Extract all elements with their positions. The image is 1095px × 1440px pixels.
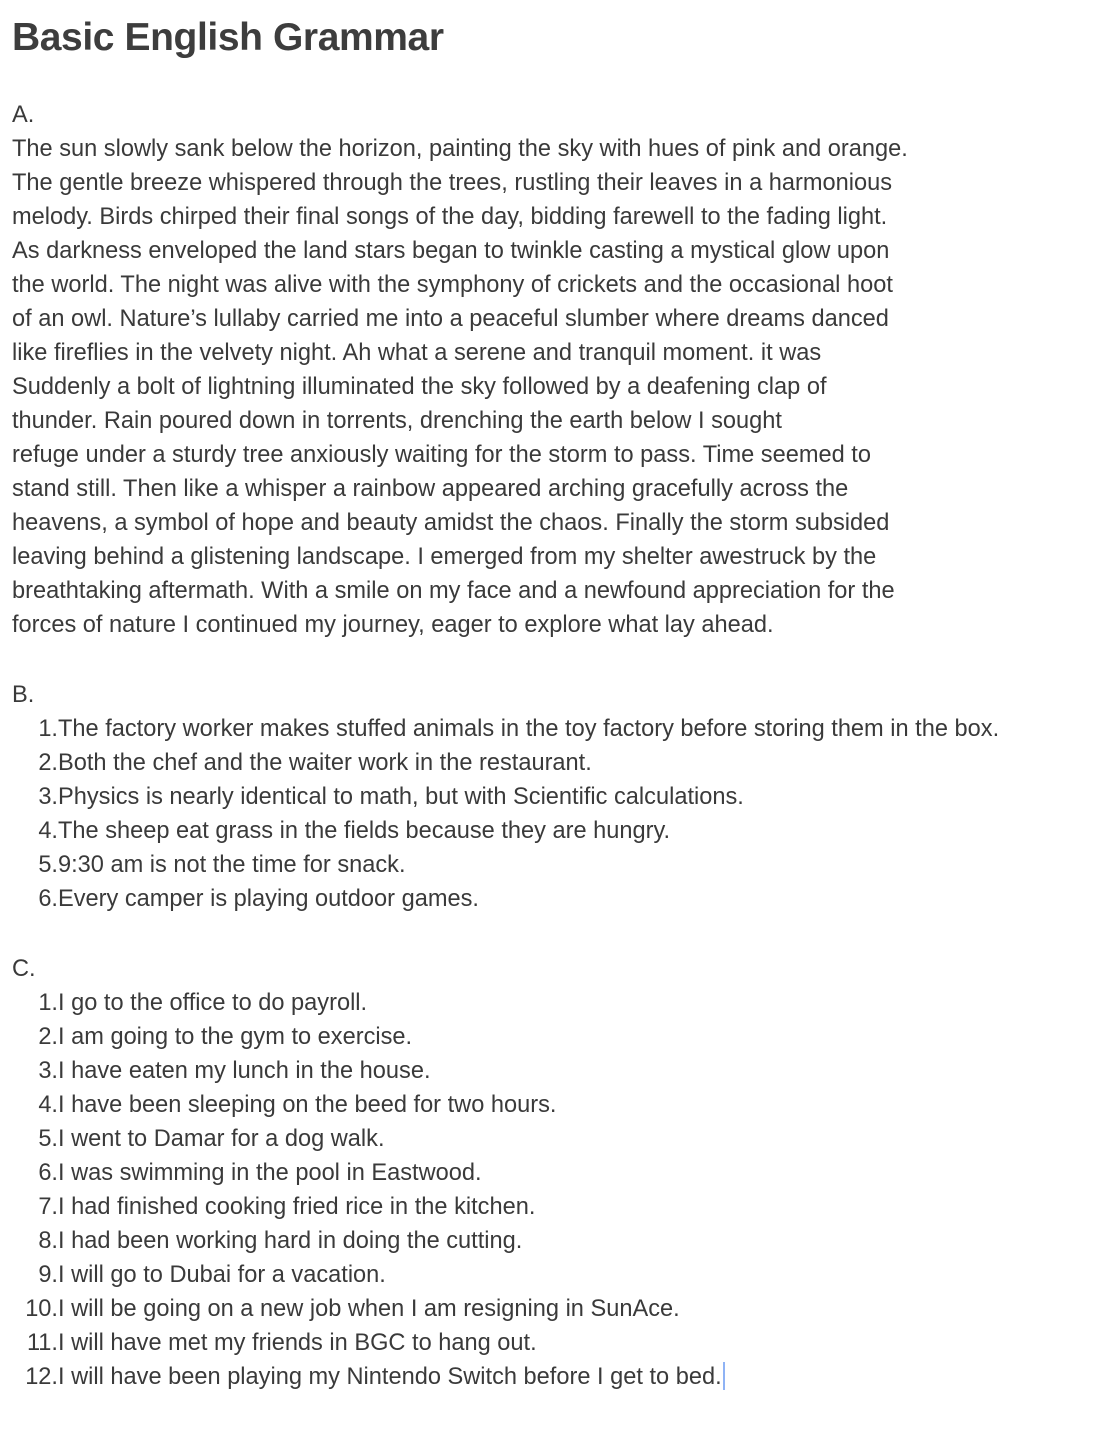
list-item-number: 1. <box>38 716 58 742</box>
list-item-text: I had finished cooking fried rice in the kitchen. <box>58 1194 536 1220</box>
document-page[interactable] <box>12 0 1087 1394</box>
list-item-text: 9:30 am is not the time for snack. <box>58 852 406 878</box>
list-item-text: Every camper is playing outdoor games. <box>58 886 479 912</box>
list-item[interactable] <box>12 1122 1087 1156</box>
list-item-number: 6. <box>38 886 58 912</box>
list-item[interactable] <box>12 1156 1087 1190</box>
list-item-text: I will go to Dubai for a vacation. <box>58 1262 386 1288</box>
paragraph-line: The gentle breeze whispered through the trees, rustling their leaves in a harmonious <box>12 170 893 196</box>
text-caret <box>723 1362 725 1390</box>
list-item[interactable] <box>12 1088 1087 1122</box>
list-item-text: I had been working hard in doing the cutting. <box>58 1228 523 1254</box>
list-item-text: I will be going on a new job when I am resigning in SunAce. <box>58 1296 680 1322</box>
paragraph-line: stand still. Then like a whisper a rainbow appeared arching gracefully across the <box>12 476 849 502</box>
list-item-number: 7. <box>38 1194 58 1220</box>
list-item-number: 8. <box>38 1228 58 1254</box>
list-item-text: I will have met my friends in BGC to hang out. <box>58 1330 537 1356</box>
paragraph-line: thunder. Rain poured down in torrents, drenching the earth below I sought <box>12 408 782 434</box>
list-item-number: 5. <box>38 852 58 878</box>
blank-line <box>12 62 1087 96</box>
list-item-text: I was swimming in the pool in Eastwood. <box>58 1160 482 1186</box>
list-item[interactable] <box>12 986 1087 1020</box>
list-item[interactable] <box>12 1360 1087 1394</box>
section-a-paragraph[interactable] <box>12 132 1087 642</box>
paragraph-line: like fireflies in the velvety night. Ah what a serene and tranquil moment. it was <box>12 340 822 366</box>
list-item-text: I go to the office to do payroll. <box>58 990 368 1016</box>
list-item[interactable] <box>12 1054 1087 1088</box>
paragraph-line: the world. The night was alive with the symphony of crickets and the occasional hoot <box>12 272 893 298</box>
section-b-list[interactable] <box>12 712 1087 916</box>
paragraph-line: As darkness enveloped the land stars began to twinkle casting a mystical glow upon <box>12 238 890 264</box>
list-item-number: 12. <box>25 1364 58 1390</box>
list-item-number: 2. <box>38 750 58 776</box>
document-body[interactable] <box>12 62 1087 1394</box>
blank-line <box>12 642 1087 676</box>
section-c-label[interactable]: C. <box>12 956 36 982</box>
list-item-text: I have eaten my lunch in the house. <box>58 1058 431 1084</box>
list-item[interactable] <box>12 882 1087 916</box>
list-item-text: Both the chef and the waiter work in the restaurant. <box>58 750 592 776</box>
list-item[interactable] <box>12 1258 1087 1292</box>
blank-line <box>12 916 1087 950</box>
list-item-text: I will have been playing my Nintendo Switch before I get to bed. <box>58 1364 722 1390</box>
list-item-number: 4. <box>38 1092 58 1118</box>
paragraph-line: melody. Birds chirped their final songs of the day, bidding farewell to the fading light. <box>12 204 888 230</box>
list-item[interactable] <box>12 1190 1087 1224</box>
list-item[interactable] <box>12 1326 1087 1360</box>
paragraph-line: refuge under a sturdy tree anxiously waiting for the storm to pass. Time seemed to <box>12 442 871 468</box>
section-a-label[interactable]: A. <box>12 102 35 128</box>
paragraph-line: heavens, a symbol of hope and beauty amidst the chaos. Finally the storm subsided <box>12 510 890 536</box>
list-item[interactable] <box>12 1292 1087 1326</box>
paragraph-line: The sun slowly sank below the horizon, painting the sky with hues of pink and orange. <box>12 136 908 162</box>
list-item-number: 9. <box>38 1262 58 1288</box>
list-item-text: The factory worker makes stuffed animals in the toy factory before storing them in the box. <box>58 716 1000 742</box>
list-item-number: 5. <box>38 1126 58 1152</box>
list-item-text: I went to Damar for a dog walk. <box>58 1126 385 1152</box>
list-item[interactable] <box>12 746 1087 780</box>
paragraph-line: leaving behind a glistening landscape. I emerged from my shelter awestruck by the <box>12 544 877 570</box>
paragraph-line: breathtaking aftermath. With a smile on my face and a newfound appreciation for the <box>12 578 895 604</box>
list-item-number: 2. <box>38 1024 58 1050</box>
list-item-text: I am going to the gym to exercise. <box>58 1024 413 1050</box>
list-item-number: 1. <box>38 990 58 1016</box>
list-item-text: I have been sleeping on the beed for two hours. <box>58 1092 557 1118</box>
list-item-number: 4. <box>38 818 58 844</box>
list-item[interactable] <box>12 780 1087 814</box>
paragraph-line: Suddenly a bolt of lightning illuminated the sky followed by a deafening clap of <box>12 374 827 400</box>
paragraph-line: of an owl. Nature’s lullaby carried me into a peaceful slumber where dreams danced <box>12 306 889 332</box>
list-item-text: The sheep eat grass in the fields because they are hungry. <box>58 818 671 844</box>
list-item-number: 11. <box>26 1330 58 1356</box>
list-item-number: 6. <box>38 1160 58 1186</box>
document-title[interactable]: Basic English Grammar <box>12 16 444 59</box>
list-item-text-with-caret <box>58 1360 1087 1394</box>
list-item-number: 10. <box>25 1296 58 1322</box>
list-item[interactable] <box>12 814 1087 848</box>
list-item-number: 3. <box>38 784 58 810</box>
list-item-text: Physics is nearly identical to math, but with Scientific calculations. <box>58 784 744 810</box>
list-item[interactable] <box>12 712 1087 746</box>
list-item-number: 3. <box>38 1058 58 1084</box>
section-c-list[interactable] <box>12 986 1087 1394</box>
section-b-label[interactable]: B. <box>12 682 35 708</box>
list-item[interactable] <box>12 848 1087 882</box>
paragraph-line: forces of nature I continued my journey, eager to explore what lay ahead. <box>12 612 774 638</box>
list-item[interactable] <box>12 1224 1087 1258</box>
list-item[interactable] <box>12 1020 1087 1054</box>
